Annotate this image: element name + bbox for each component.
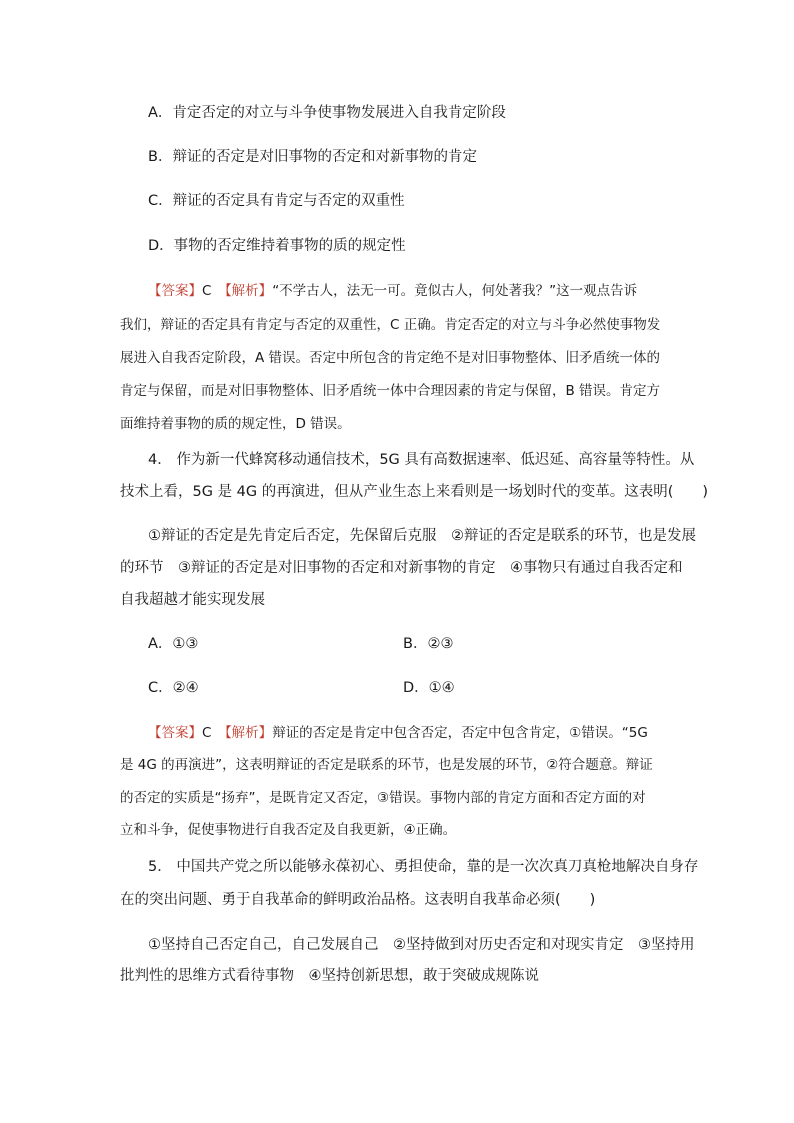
option-c: C．辩证的否定具有肯定与否定的双重性 (148, 193, 405, 209)
answer-tag: 【答案】 (148, 725, 202, 741)
q5-stem-line-1: 5． 中国共产党之所以能够永葆初心、勇担使命，靠的是一次次真刀真枪地解决自身存 (148, 859, 699, 875)
q4-stem-line-1: 4． 作为新一代蜂窝移动通信技术，5G 具有高数据速率、低迟延、高容量等特性。从 (148, 452, 695, 468)
answer-tag: 【答案】 (148, 283, 202, 299)
q4-option-c: C．②④ (148, 680, 199, 696)
q3-answer-line-3: 展进入自我否定阶段，A 错误。否定中所包含的肯定绝不是对旧事物整体、旧矛盾统一体的 (120, 350, 661, 366)
q3-answer-line-5: 面维持着事物的质的规定性，D 错误。 (120, 416, 351, 432)
q4-answer-line-2: 是 4G 的再演进”，这表明辩证的否定是联系的环节，也是发展的环节，②符合题意。辩证 (120, 757, 653, 773)
option-d: D．事物的否定维持着事物的质的规定性 (148, 238, 406, 254)
q4-statement-line-1: ①辩证的否定是先肯定后否定，先保留后克服 ②辩证的否定是联系的环节，也是发展 (148, 528, 696, 544)
q4-option-b: B．②③ (403, 636, 454, 652)
q4-option-d: D．①④ (403, 680, 455, 696)
answer-value: C (202, 283, 212, 299)
q5-statement-line-1: ①坚持自己否定自己，自己发展自己 ②坚持做到对历史否定和对现实肯定 ③坚持用 (148, 937, 695, 953)
q4-answer-line-1 (148, 723, 648, 743)
analysis-tag: 【解析】 (224, 725, 273, 741)
option-a: A．肯定否定的对立与斗争使事物发展进入自我肯定阶段 (148, 105, 506, 121)
option-b: B．辩证的否定是对旧事物的否定和对新事物的肯定 (148, 149, 477, 165)
q4-answer-line-4: 立和斗争，促使事物进行自我否定及自我更新，④正确。 (120, 822, 457, 838)
q4-statement-line-3: 自我超越才能实现发展 (120, 592, 265, 608)
analysis-tag: 【解析】 (224, 283, 273, 299)
analysis-text: “不学古人，法无一可。竟似古人，何处著我？”这一观点告诉 (272, 283, 638, 299)
q4-stem-line-2: 技术上看，5G 是 4G 的再演进，但从产业生态上来看则是一场划时代的变革。这表明( ) (120, 484, 709, 500)
q3-answer-line-4: 肯定与保留，而是对旧事物整体、旧矛盾统一体中合理因素的肯定与保留，B 错误。肯定方 (120, 383, 661, 399)
q5-statement-line-2: 批判性的思维方式看待事物 ④坚持创新思想，敢于突破成规陈说 (120, 968, 539, 984)
q4-statement-line-2: 的环节 ③辩证的否定是对旧事物的否定和对新事物的肯定 ④事物只有通过自我否定和 (120, 560, 683, 576)
q5-stem-line-2: 在的突出问题、勇于自我革命的鲜明政治品格。这表明自我革命必须( ) (120, 892, 596, 908)
analysis-text: 辩证的否定是肯定中包含否定，否定中包含肯定，①错误。“5G (272, 725, 648, 741)
q3-answer-line-2: 我们，辩证的否定具有肯定与否定的双重性，C 正确。肯定否定的对立与斗争必然使事物发 (120, 317, 661, 333)
answer-value: C (202, 725, 212, 741)
q3-answer-line-1 (148, 281, 637, 301)
q4-answer-line-3: 的否定的实质是“扬弃”，是既肯定又否定，③错误。事物内部的肯定方面和否定方面的对 (120, 790, 646, 806)
q4-option-a: A．①③ (148, 636, 199, 652)
